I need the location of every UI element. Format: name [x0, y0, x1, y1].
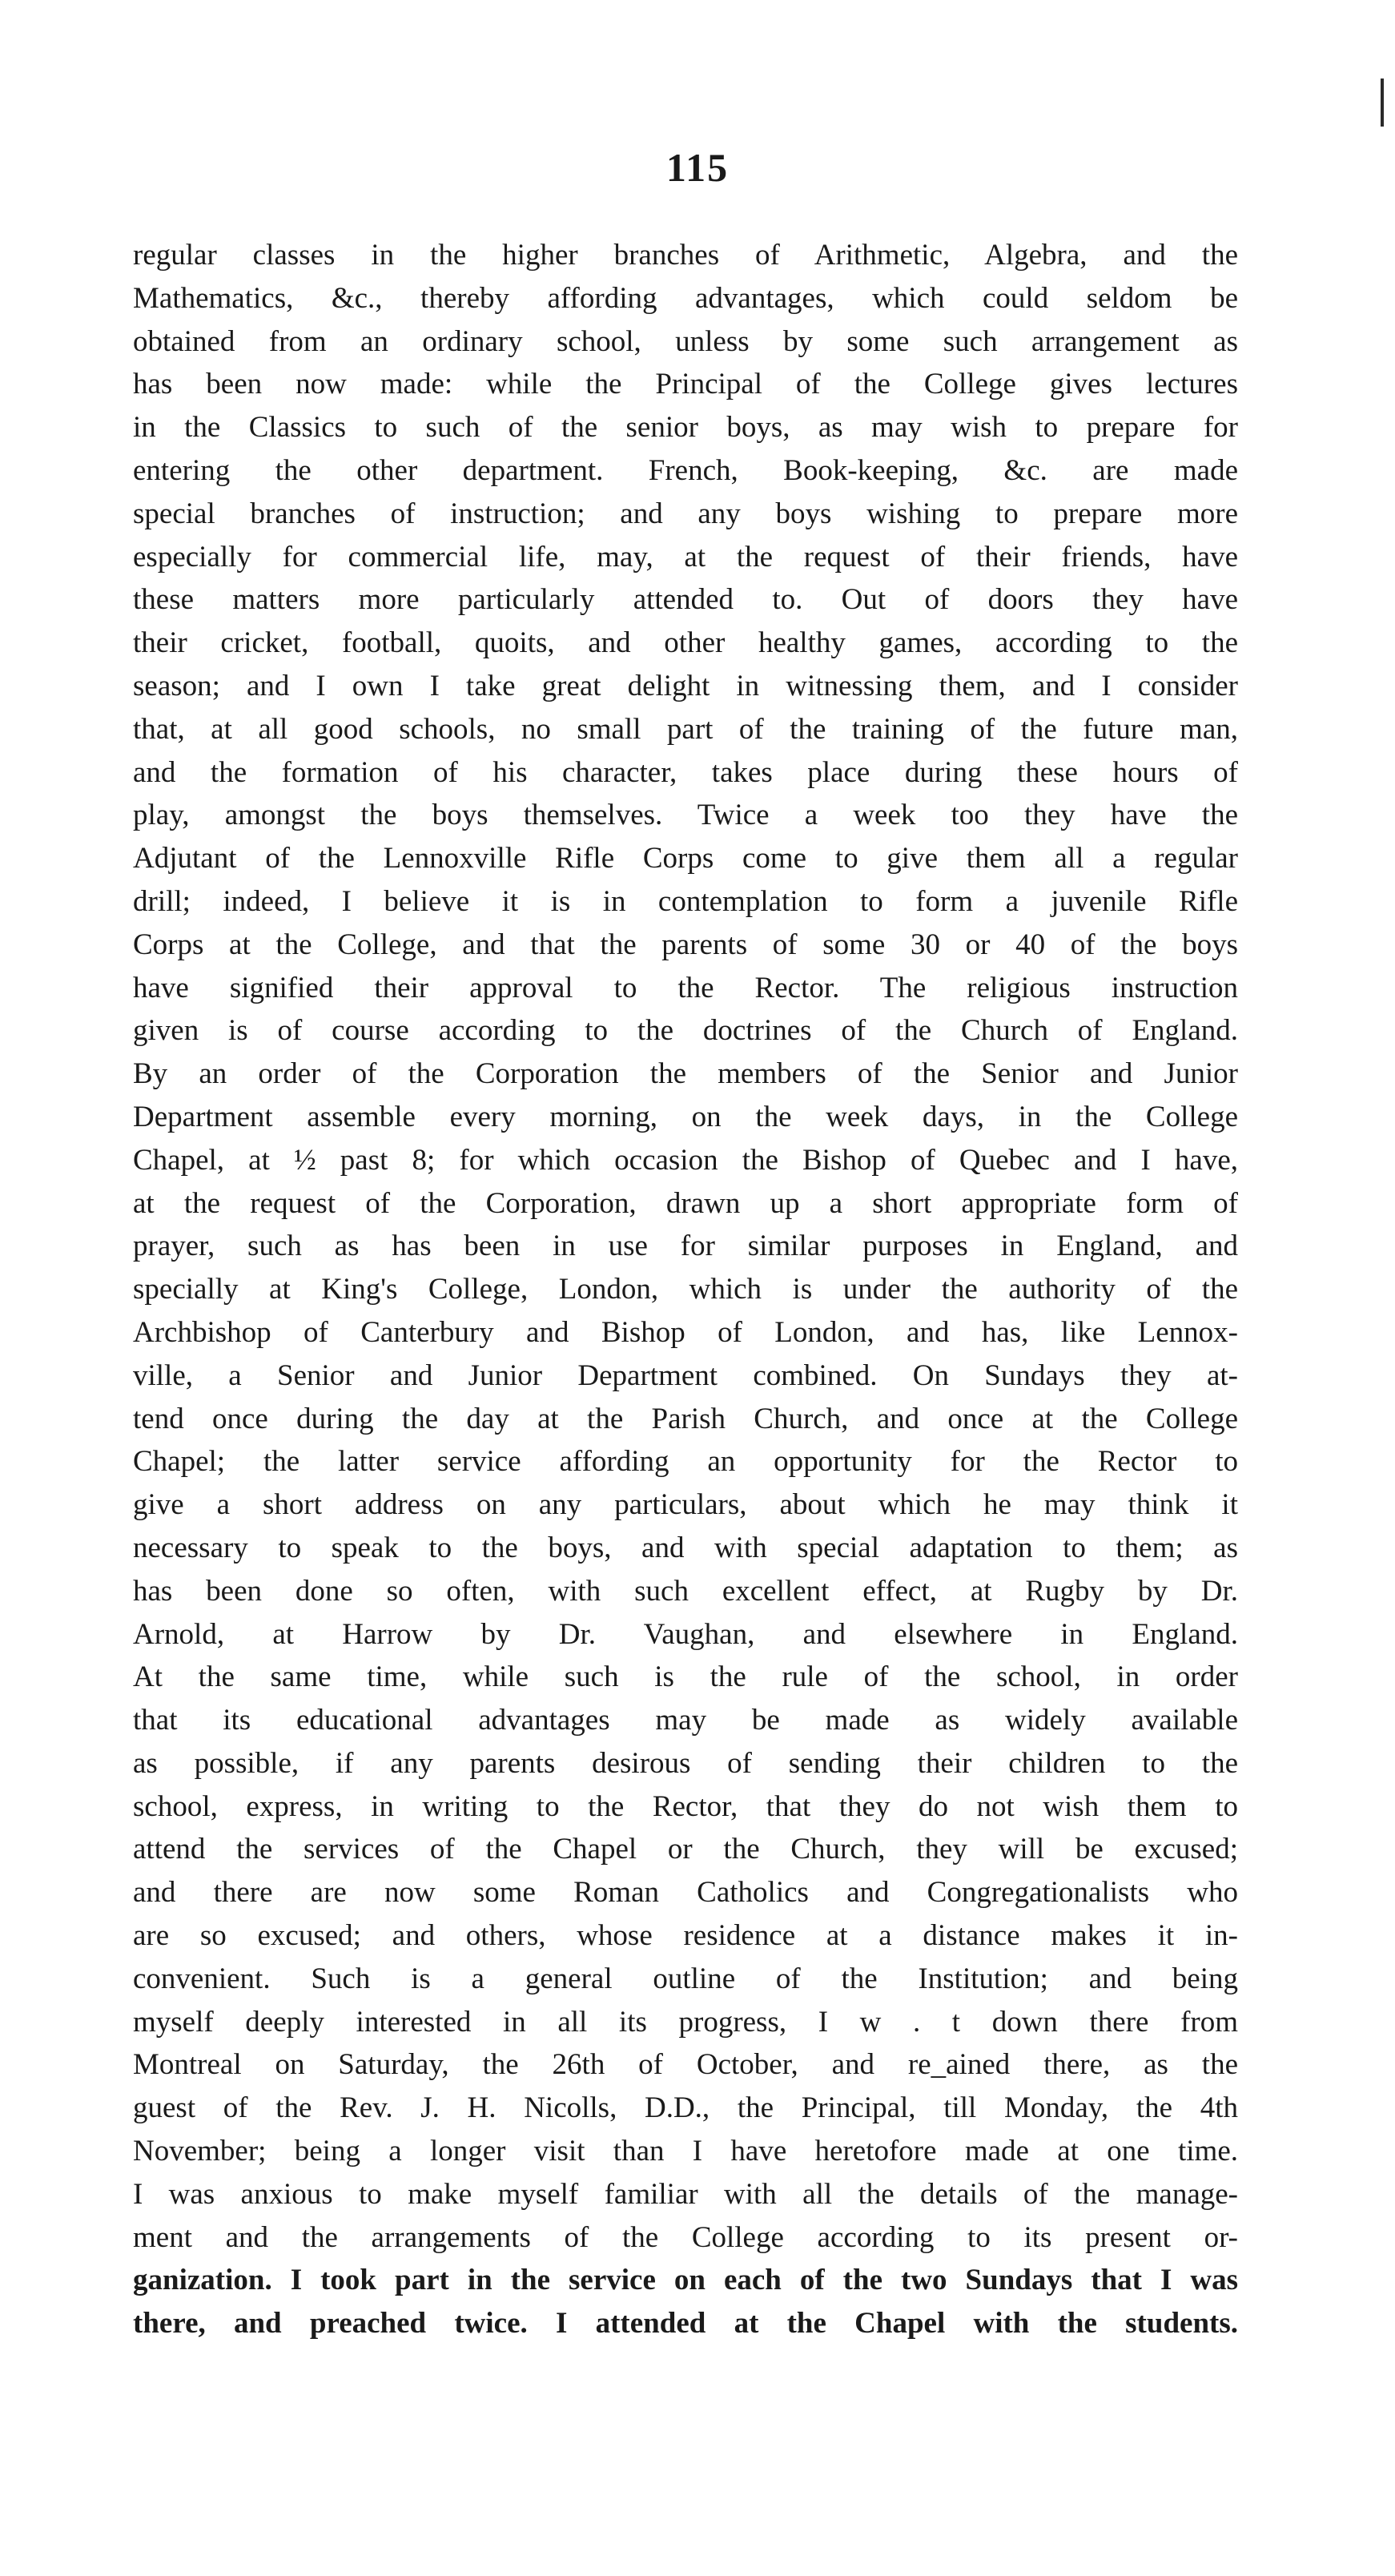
text-line: their cricket, football, quoits, and other healthy games, according to the	[133, 626, 1238, 660]
text-line: and the formation of his character, takes place during these hours of	[133, 755, 1238, 789]
text-line: tend once during the day at the Parish Church, and once at the College	[133, 1402, 1238, 1435]
text-line: season; and I own I take great delight in witnessing them, and I consider	[133, 669, 1238, 702]
text-line: Chapel; the latter service affording an opportunity for the Rector to	[133, 1445, 1238, 1479]
text-line: and there are now some Roman Catholics and Congregationalists who	[133, 1876, 1238, 1910]
text-line: that, at all good schools, no small part of the training of the future man,	[133, 712, 1238, 746]
text-line: prayer, such as has been in use for similar purposes in England, and	[133, 1230, 1238, 1263]
text-line: guest of the Rev. J. H. Nicolls, D.D., the Principal, till Monday, the 4th	[133, 2091, 1238, 2125]
text-line: give a short address on any particulars, about which he may think it	[133, 1488, 1238, 1522]
text-line: necessary to speak to the boys, and with special adaptation to them; as	[133, 1531, 1238, 1564]
text-line: Department assemble every morning, on the week days, in the College	[133, 1100, 1238, 1133]
text-line: convenient. Such is a general outline of the Institution; and being	[133, 1962, 1238, 1995]
text-line: school, express, in writing to the Rector, that they do not wish them to	[133, 1789, 1238, 1823]
text-line: I was anxious to make myself familiar with all the details of the manage-	[133, 2177, 1238, 2211]
text-line: has been now made: while the Principal of the College gives lectures	[133, 368, 1238, 401]
text-line: Corps at the College, and that the parents of some 30 or 40 of the boys	[133, 928, 1238, 961]
body-text	[133, 234, 1238, 2345]
text-line: myself deeply interested in all its progress, I w . t down there from	[133, 2005, 1238, 2039]
text-line: there, and preached twice. I attended at the Chapel with the students.	[133, 2307, 1238, 2341]
text-line: given is of course according to the doctrines of the Church of England.	[133, 1014, 1238, 1048]
text-line: Montreal on Saturday, the 26th of October, and re_ained there, as the	[133, 2048, 1238, 2082]
text-line: attend the services of the Chapel or the Church, they will be excused;	[133, 1833, 1238, 1866]
text-line: November; being a longer visit than I have heretofore made at one time.	[133, 2135, 1238, 2168]
text-line: specially at King's College, London, which is under the authority of the	[133, 1273, 1238, 1306]
text-line: Archbishop of Canterbury and Bishop of London, and has, like Lennox-	[133, 1315, 1238, 1349]
text-line: especially for commercial life, may, at the request of their friends, have	[133, 540, 1238, 574]
margin-mark	[1381, 78, 1384, 127]
text-line: ment and the arrangements of the College according to its present or-	[133, 2220, 1238, 2254]
text-line: these matters more particularly attended to. Out of doors they have	[133, 583, 1238, 617]
text-line: are so excused; and others, whose residence at a distance makes it in-	[133, 1919, 1238, 1953]
text-line: ganization. I took part in the service on each of the two Sundays that I was	[133, 2264, 1238, 2297]
text-line: obtained from an ordinary school, unless by some such arrangement as	[133, 324, 1238, 358]
text-line: play, amongst the boys themselves. Twice a week too they have the	[133, 799, 1238, 832]
text-line: Mathematics, &c., thereby affording advantages, which could seldom be	[133, 281, 1238, 315]
text-line: have signified their approval to the Rector. The religious instruction	[133, 971, 1238, 1004]
text-line: ville, a Senior and Junior Department combined. On Sundays they at-	[133, 1358, 1238, 1392]
page-number: 115	[665, 145, 730, 190]
text-line: Arnold, at Harrow by Dr. Vaughan, and elsewhere in England.	[133, 1617, 1238, 1651]
text-line: as possible, if any parents desirous of sending their children to the	[133, 1746, 1238, 1780]
text-line: entering the other department. French, Book-keeping, &c. are made	[133, 453, 1238, 487]
text-line: By an order of the Corporation the members of the Senior and Junior	[133, 1057, 1238, 1091]
text-line: at the request of the Corporation, drawn up a short appropriate form of	[133, 1186, 1238, 1220]
text-line: Adjutant of the Lennoxville Rifle Corps come to give them all a regular	[133, 842, 1238, 875]
text-line: At the same time, while such is the rule of the school, in order	[133, 1660, 1238, 1694]
text-line: in the Classics to such of the senior boys, as may wish to prepare for	[133, 411, 1238, 445]
text-line: Chapel, at ½ past 8; for which occasion the Bishop of Quebec and I have,	[133, 1143, 1238, 1177]
text-line: that its educational advantages may be made as widely available	[133, 1704, 1238, 1737]
text-line: special branches of instruction; and any boys wishing to prepare more	[133, 497, 1238, 530]
text-line: drill; indeed, I believe it is in contemplation to form a juvenile Rifle	[133, 884, 1238, 918]
text-line: has been done so often, with such excellent effect, at Rugby by Dr.	[133, 1574, 1238, 1608]
text-line: regular classes in the higher branches of Arithmetic, Algebra, and the	[133, 239, 1238, 272]
